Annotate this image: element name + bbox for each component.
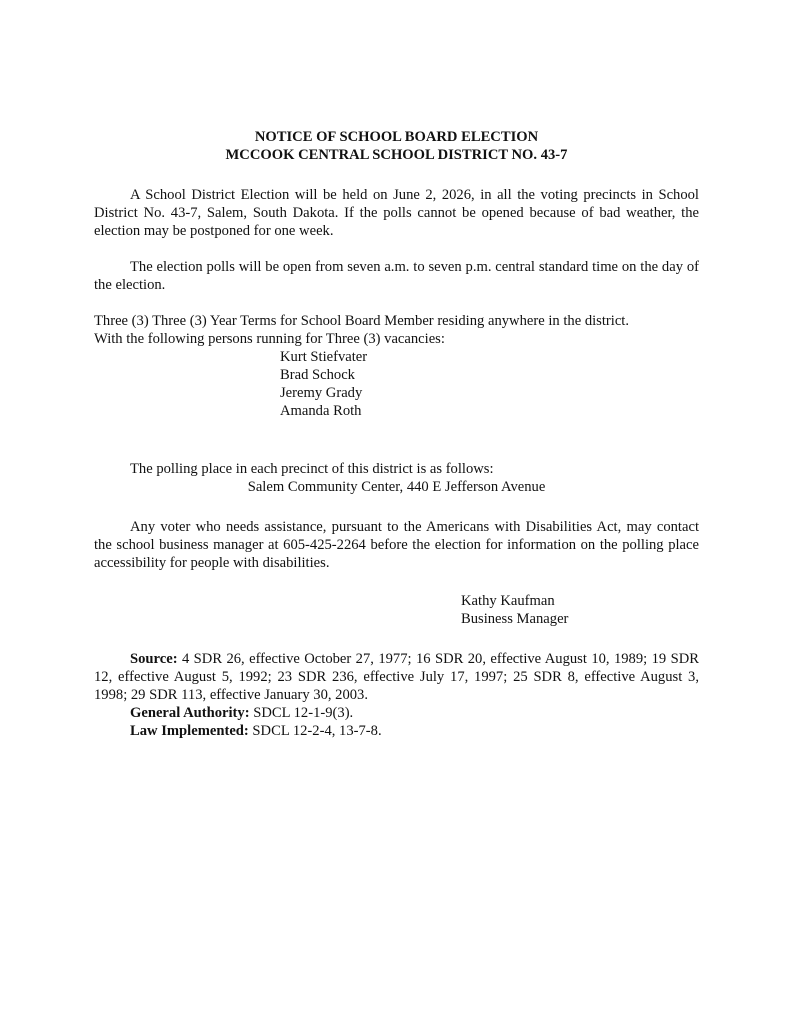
district-title: MCCOOK CENTRAL SCHOOL DISTRICT NO. 43-7	[225, 147, 568, 163]
election-paragraph: A School District Election will be held on June 2, 2026, in all the voting precincts in School District No. 43-7, Salem, South Dakota. If the polls cannot be opened because of bad weather, the election may be postponed for one week.	[94, 187, 699, 239]
terms-block	[94, 312, 699, 348]
candidate-name: Kurt Stiefvater	[280, 349, 368, 365]
law-implemented-text: SDCL 12-2-4, 13-7-8.	[248, 723, 382, 739]
poll-hours-paragraph: The election polls will be open from seven a.m. to seven p.m. central standard time on the day of the election.	[94, 259, 699, 293]
signer-title: Business Manager	[461, 611, 569, 627]
source-text: 4 SDR 26, effective October 27, 1977; 16 SDR 20, effective August 10, 1989; 19 SDR 12, effective August 5, 1992; 23 SDR 236, effective July 17, 1997; 25 SDR 8, effective August 3, 1998; 29 SDR 113, effective January 30, 2003.	[94, 651, 699, 703]
law-implemented-label: Law Implemented:	[130, 723, 249, 739]
law-implemented-line	[94, 722, 699, 740]
candidate-name: Amanda Roth	[280, 403, 362, 419]
source-paragraph	[94, 650, 699, 704]
vacancies-line: With the following persons running for Three (3) vacancies:	[94, 331, 445, 347]
signer-name: Kathy Kaufman	[461, 593, 555, 609]
terms-line: Three (3) Three (3) Year Terms for School Board Member residing anywhere in the district.	[94, 313, 630, 329]
notice-title: NOTICE OF SCHOOL BOARD ELECTION	[254, 129, 539, 145]
authority-text: SDCL 12-1-9(3).	[249, 705, 354, 721]
authority-line	[94, 704, 699, 722]
source-label: Source:	[130, 651, 178, 667]
candidate-name: Brad Schock	[280, 367, 355, 383]
assistance-paragraph: Any voter who needs assistance, pursuant to the Americans with Disabilities Act, may contact the school business manager at 605-425-2264 before the election for information on the polling place accessibility for people with disabilities.	[94, 519, 699, 571]
polling-place: Salem Community Center, 440 E Jefferson Avenue	[247, 479, 546, 495]
polling-intro: The polling place in each precinct of this district is as follows:	[130, 461, 494, 477]
authority-label: General Authority:	[130, 705, 250, 721]
signature-block	[94, 592, 699, 628]
candidate-name: Jeremy Grady	[280, 385, 363, 401]
candidate-list	[94, 348, 699, 420]
notice-document	[94, 128, 699, 740]
